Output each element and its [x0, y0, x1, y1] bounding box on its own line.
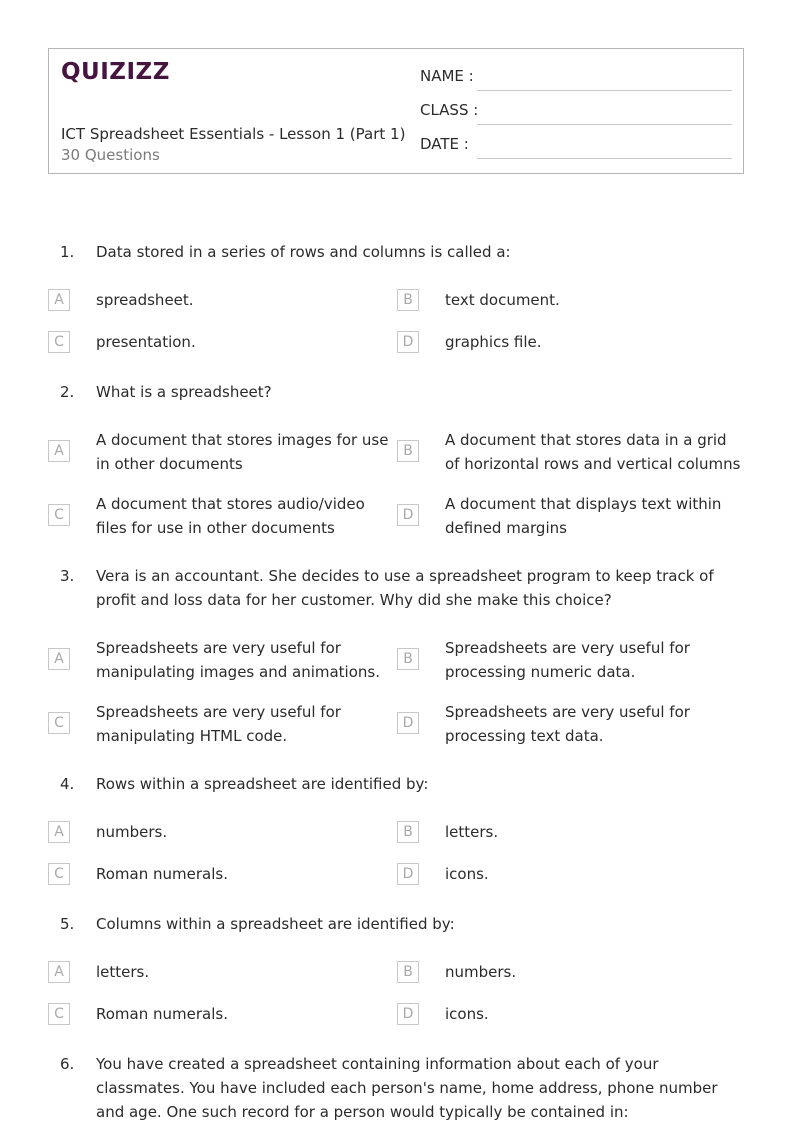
question-text: Vera is an accountant. She decides to use a spreadsheet program to keep track of profit and loss data for her customer. Why did she make this choice?: [96, 567, 714, 609]
question-text: Rows within a spreadsheet are identified by:: [96, 775, 429, 793]
question-number: 1.: [60, 243, 75, 261]
quizizz-logo: QUIZIZZ: [61, 59, 170, 85]
option-letter-box: C: [48, 504, 70, 526]
option-text: A document that stores audio/video files for use in other documents: [96, 495, 365, 537]
date-field[interactable]: [420, 135, 732, 159]
option-text: letters.: [445, 823, 499, 841]
option-text: icons.: [445, 865, 489, 883]
option-text: text document.: [445, 291, 560, 309]
name-line[interactable]: [477, 90, 732, 91]
option-letter-box: D: [397, 1003, 419, 1025]
date-line[interactable]: [477, 158, 732, 159]
option-letter-box: D: [397, 331, 419, 353]
option-text: Spreadsheets are very useful for processing numeric data.: [445, 639, 690, 681]
option-letter-box: C: [48, 712, 70, 734]
option-text: Roman numerals.: [96, 1005, 228, 1023]
option-text: icons.: [445, 1005, 489, 1023]
option-letter-box: B: [397, 821, 419, 843]
question-text: Columns within a spreadsheet are identified by:: [96, 915, 455, 933]
option-text: letters.: [96, 963, 150, 981]
option-text: A document that displays text within defined margins: [445, 495, 722, 537]
option-letter-box: A: [48, 440, 70, 462]
worksheet-title: ICT Spreadsheet Essentials - Lesson 1 (Part 1): [61, 125, 406, 143]
option-letter-box: B: [397, 440, 419, 462]
option-text: graphics file.: [445, 333, 542, 351]
option-letter-box: C: [48, 1003, 70, 1025]
option-text: A document that stores images for use in other documents: [96, 431, 389, 473]
option-text: presentation.: [96, 333, 196, 351]
option-letter-box: D: [397, 863, 419, 885]
date-label: DATE :: [420, 135, 469, 153]
option-letter-box: B: [397, 961, 419, 983]
name-field[interactable]: [420, 67, 732, 91]
question-count: 30 Questions: [61, 146, 160, 164]
option-letter-box: A: [48, 821, 70, 843]
name-label: NAME :: [420, 67, 474, 85]
option-text: numbers.: [96, 823, 168, 841]
class-label: CLASS :: [420, 101, 479, 119]
question-text: Data stored in a series of rows and columns is called a:: [96, 243, 511, 261]
question-text: You have created a spreadsheet containing information about each of your classmates. You have included each person's name, home address, phone number and age. One such record for a person would typically be contained in:: [96, 1055, 718, 1121]
class-line[interactable]: [477, 124, 732, 125]
worksheet-header: [48, 48, 744, 174]
option-letter-box: C: [48, 331, 70, 353]
option-text: Spreadsheets are very useful for manipulating images and animations.: [96, 639, 380, 681]
option-text: Spreadsheets are very useful for manipulating HTML code.: [96, 703, 341, 745]
question-number: 3.: [60, 567, 75, 585]
option-text: numbers.: [445, 963, 517, 981]
option-letter-box: A: [48, 648, 70, 670]
option-letter-box: A: [48, 289, 70, 311]
question-number: 5.: [60, 915, 75, 933]
option-letter-box: B: [397, 289, 419, 311]
option-letter-box: A: [48, 961, 70, 983]
option-text: Spreadsheets are very useful for processing text data.: [445, 703, 690, 745]
option-letter-box: B: [397, 648, 419, 670]
question-number: 4.: [60, 775, 75, 793]
option-text: spreadsheet.: [96, 291, 194, 309]
question-text: What is a spreadsheet?: [96, 383, 272, 401]
option-text: Roman numerals.: [96, 865, 228, 883]
question-number: 6.: [60, 1055, 75, 1073]
option-text: A document that stores data in a grid of horizontal rows and vertical columns: [445, 431, 741, 473]
option-letter-box: D: [397, 504, 419, 526]
class-field[interactable]: [420, 101, 732, 125]
option-letter-box: D: [397, 712, 419, 734]
question-number: 2.: [60, 383, 75, 401]
option-letter-box: C: [48, 863, 70, 885]
